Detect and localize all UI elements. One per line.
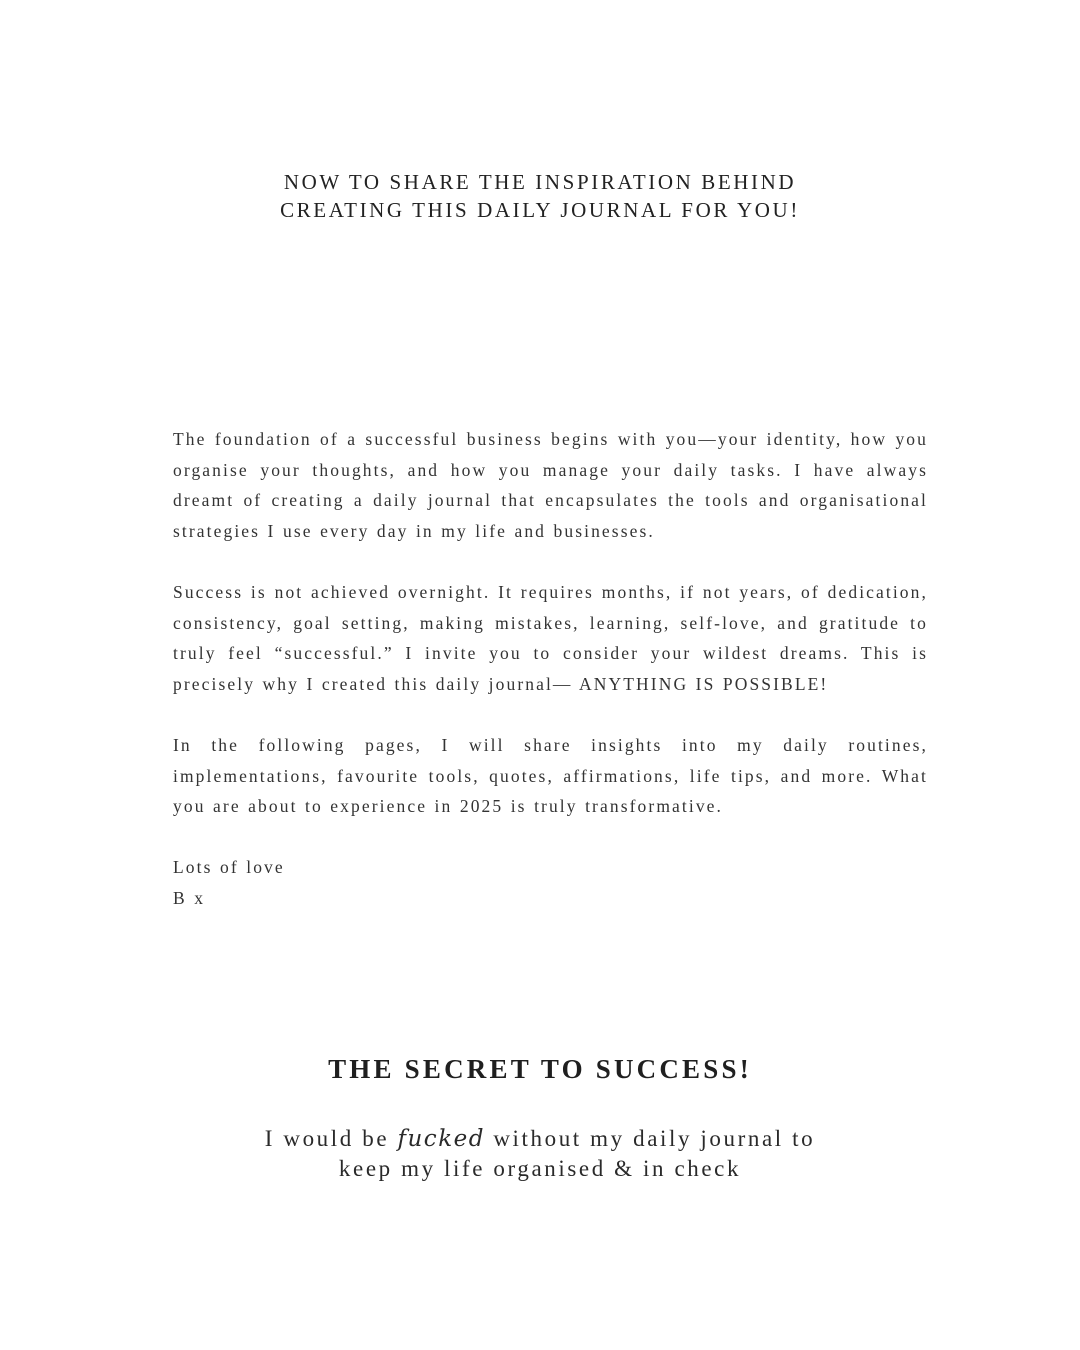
intro-heading-line-1: NOW TO SHARE THE INSPIRATION BEHIND xyxy=(283,170,797,194)
intro-heading xyxy=(0,168,1080,224)
letter-paragraph-3: In the following pages, I will share insights into my daily routines, implementations, favourite tools, quotes, affirmations, life tips, and more. What you are about to experience in 2025 is truly transformative. xyxy=(173,734,928,817)
secret-heading: THE SECRET TO SUCCESS! xyxy=(328,1054,752,1084)
letter-paragraph-1: The foundation of a successful business begins with you—your identity, how you organise your thoughts, and how you manage your daily tasks. I have always dreamt of creating a daily journal that encapsulates the tools and organisational strategies I use every day in my life and businesses. xyxy=(173,429,928,541)
closing-quote-line-2: keep my life organised & in check xyxy=(338,1156,742,1181)
intro-heading-line-2: CREATING THIS DAILY JOURNAL FOR YOU! xyxy=(280,198,800,222)
closing-quote-line-1 xyxy=(0,1124,1080,1154)
closing-quote xyxy=(0,1124,1080,1183)
signoff-line-1: Lots of love xyxy=(173,857,285,878)
closing-quote-before: I would be xyxy=(264,1126,398,1151)
signoff-line-2: B x xyxy=(173,887,206,908)
letter-signoff xyxy=(173,852,928,913)
letter-paragraph-2: Success is not achieved overnight. It requires months, if not years, of dedication, consistency, goal setting, making mistakes, learning, self-love, and gratitude to truly feel “successful.” I invite you to consider your wildest dreams. This is precisely why I created this daily journal— ANYTHING IS POSSIBLE! xyxy=(173,581,928,694)
letter-body xyxy=(173,424,928,914)
closing-quote-after: without my daily journal to xyxy=(484,1126,816,1151)
closing-quote-emphasis: fucked xyxy=(397,1126,485,1152)
